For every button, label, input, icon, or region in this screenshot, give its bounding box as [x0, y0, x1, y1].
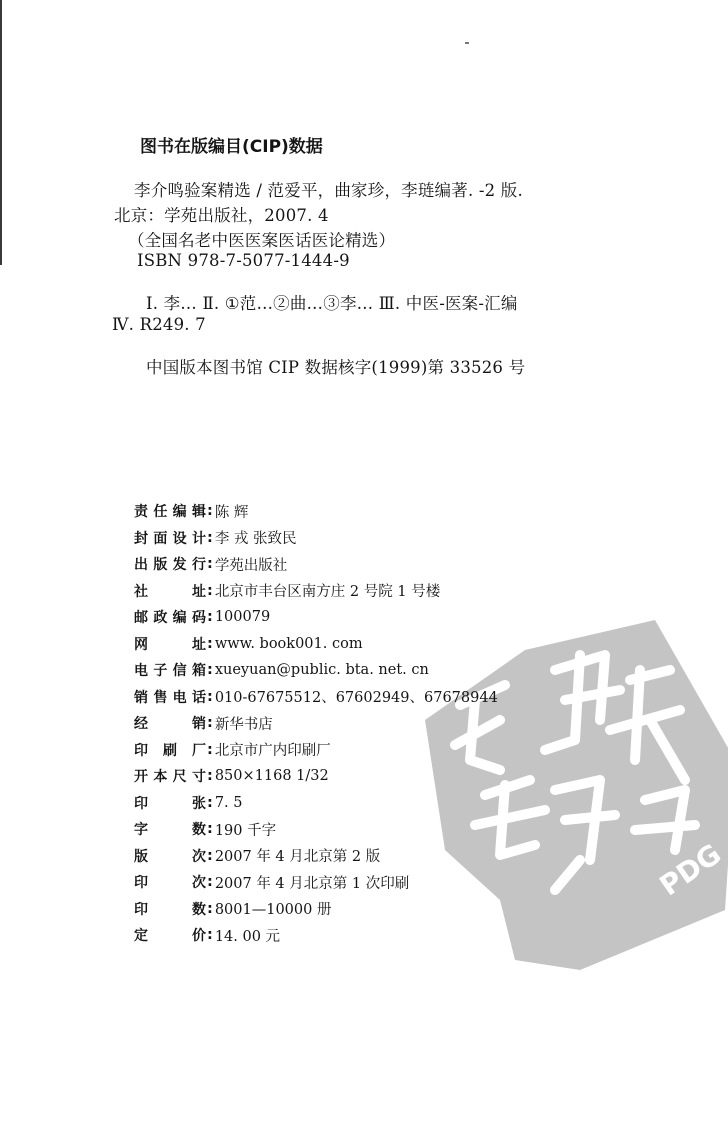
- detail-value: 李 戎 张致民: [214, 531, 297, 548]
- detail-label: 网 址: [134, 636, 206, 653]
- detail-row: 开 本 尺 寸 : 850×1168 1/32: [134, 768, 329, 786]
- detail-row: 网 址 : www. book001. com: [134, 635, 363, 653]
- detail-value: 陈 辉: [214, 504, 249, 521]
- detail-row: 定 价 : 14. 00 元: [134, 922, 498, 949]
- cip-line-isbn: ISBN 978-7-5077-1444-9: [137, 251, 350, 270]
- detail-label: 责 任 编 辑: [134, 504, 206, 521]
- detail-value: 新华书店: [214, 716, 273, 733]
- detail-label: 印 数: [134, 901, 206, 918]
- detail-label: 邮 政 编 码: [134, 610, 206, 627]
- detail-row: 印 张 : 7. 5: [134, 794, 243, 812]
- watermark-pdg: PDG: [653, 837, 728, 903]
- detail-label: 字 数: [134, 822, 206, 839]
- detail-label: 开 本 尺 寸: [134, 769, 206, 786]
- detail-value: 2007 年 4 月北京第 2 版: [214, 849, 381, 866]
- detail-value: 2007 年 4 月北京第 1 次印刷: [214, 875, 410, 892]
- detail-row: 出 版 发 行 : 学苑出版社: [134, 551, 498, 578]
- detail-label: 销 售 电 话: [134, 689, 206, 706]
- detail-label: 封 面 设 计: [134, 530, 206, 547]
- detail-value: 北京市丰台区南方庄 2 号院 1 号楼: [214, 584, 441, 601]
- detail-row: 销 售 电 话 : 010-67675512、67602949、67678944: [134, 684, 498, 711]
- cip-line-class-code: Ⅳ. R249. 7: [112, 315, 206, 334]
- cip-heading: 图书在版编目(CIP)数据: [140, 137, 323, 157]
- detail-label: 社 址: [134, 583, 206, 600]
- detail-label: 电 子 信 箱: [134, 663, 206, 680]
- page-edge-line: [0, 0, 2, 265]
- detail-value: 7. 5: [214, 794, 243, 811]
- detail-label: 版 次: [134, 848, 206, 865]
- detail-row: 字 数 : 190 千字: [134, 816, 498, 843]
- detail-value: 850×1168 1/32: [214, 768, 329, 785]
- cip-line-classification: Ⅰ. 李… Ⅱ. ①范…②曲…③李… Ⅲ. 中医-医案-汇编: [146, 294, 518, 313]
- detail-value: 北京市广内印刷厂: [214, 743, 331, 760]
- detail-row: 版 次 : 2007 年 4 月北京第 2 版: [134, 843, 498, 870]
- detail-value: 8001—10000 册: [214, 902, 332, 919]
- detail-value: 14. 00 元: [214, 928, 281, 945]
- detail-row: 印 次 : 2007 年 4 月北京第 1 次印刷: [134, 869, 498, 896]
- publication-details: [134, 498, 498, 949]
- detail-value: xueyuan@public. bta. net. cn: [214, 662, 429, 679]
- detail-label: 出 版 发 行: [134, 557, 206, 574]
- cip-line-series: （全国名老中医医案医话医论精选）: [128, 231, 396, 250]
- detail-value: www. book001. com: [214, 635, 363, 652]
- detail-value: 010-67675512、67602949、67678944: [214, 690, 498, 707]
- detail-label: 经 销: [134, 716, 206, 733]
- detail-row: 经 销 : 新华书店: [134, 710, 498, 737]
- detail-row: 社 址 : 北京市丰台区南方庄 2 号院 1 号楼: [134, 578, 498, 605]
- detail-row: 印 刷 厂 : 北京市广内印刷厂: [134, 737, 498, 764]
- detail-value: 学苑出版社: [214, 557, 288, 574]
- detail-label: 印 次: [134, 875, 206, 892]
- detail-label: 印 刷 厂: [134, 742, 206, 759]
- detail-row: 电 子 信 箱 : xueyuan@public. bta. net. cn: [134, 662, 429, 680]
- detail-label: 印 张: [134, 795, 206, 812]
- cip-line-title: 李介鸣验案精选 / 范爱平，曲家珍，李琏编著. -2 版.: [134, 181, 523, 200]
- detail-value: 190 千字: [214, 822, 277, 839]
- detail-row: 邮 政 编 码 : 100079: [134, 609, 271, 627]
- detail-label: 定 价: [134, 928, 206, 945]
- scan-speck: [465, 42, 469, 44]
- detail-row: 印 数 : 8001—10000 册: [134, 896, 498, 923]
- cip-line-verification: 中国版本图书馆 CIP 数据核字(1999)第 33526 号: [146, 358, 526, 377]
- detail-row: 责 任 编 辑 : 陈 辉: [134, 498, 498, 525]
- detail-row: 封 面 设 计 : 李 戎 张致民: [134, 525, 498, 552]
- cip-line-publisher: 北京：学苑出版社，2007. 4: [114, 206, 329, 225]
- detail-value: 100079: [214, 609, 271, 626]
